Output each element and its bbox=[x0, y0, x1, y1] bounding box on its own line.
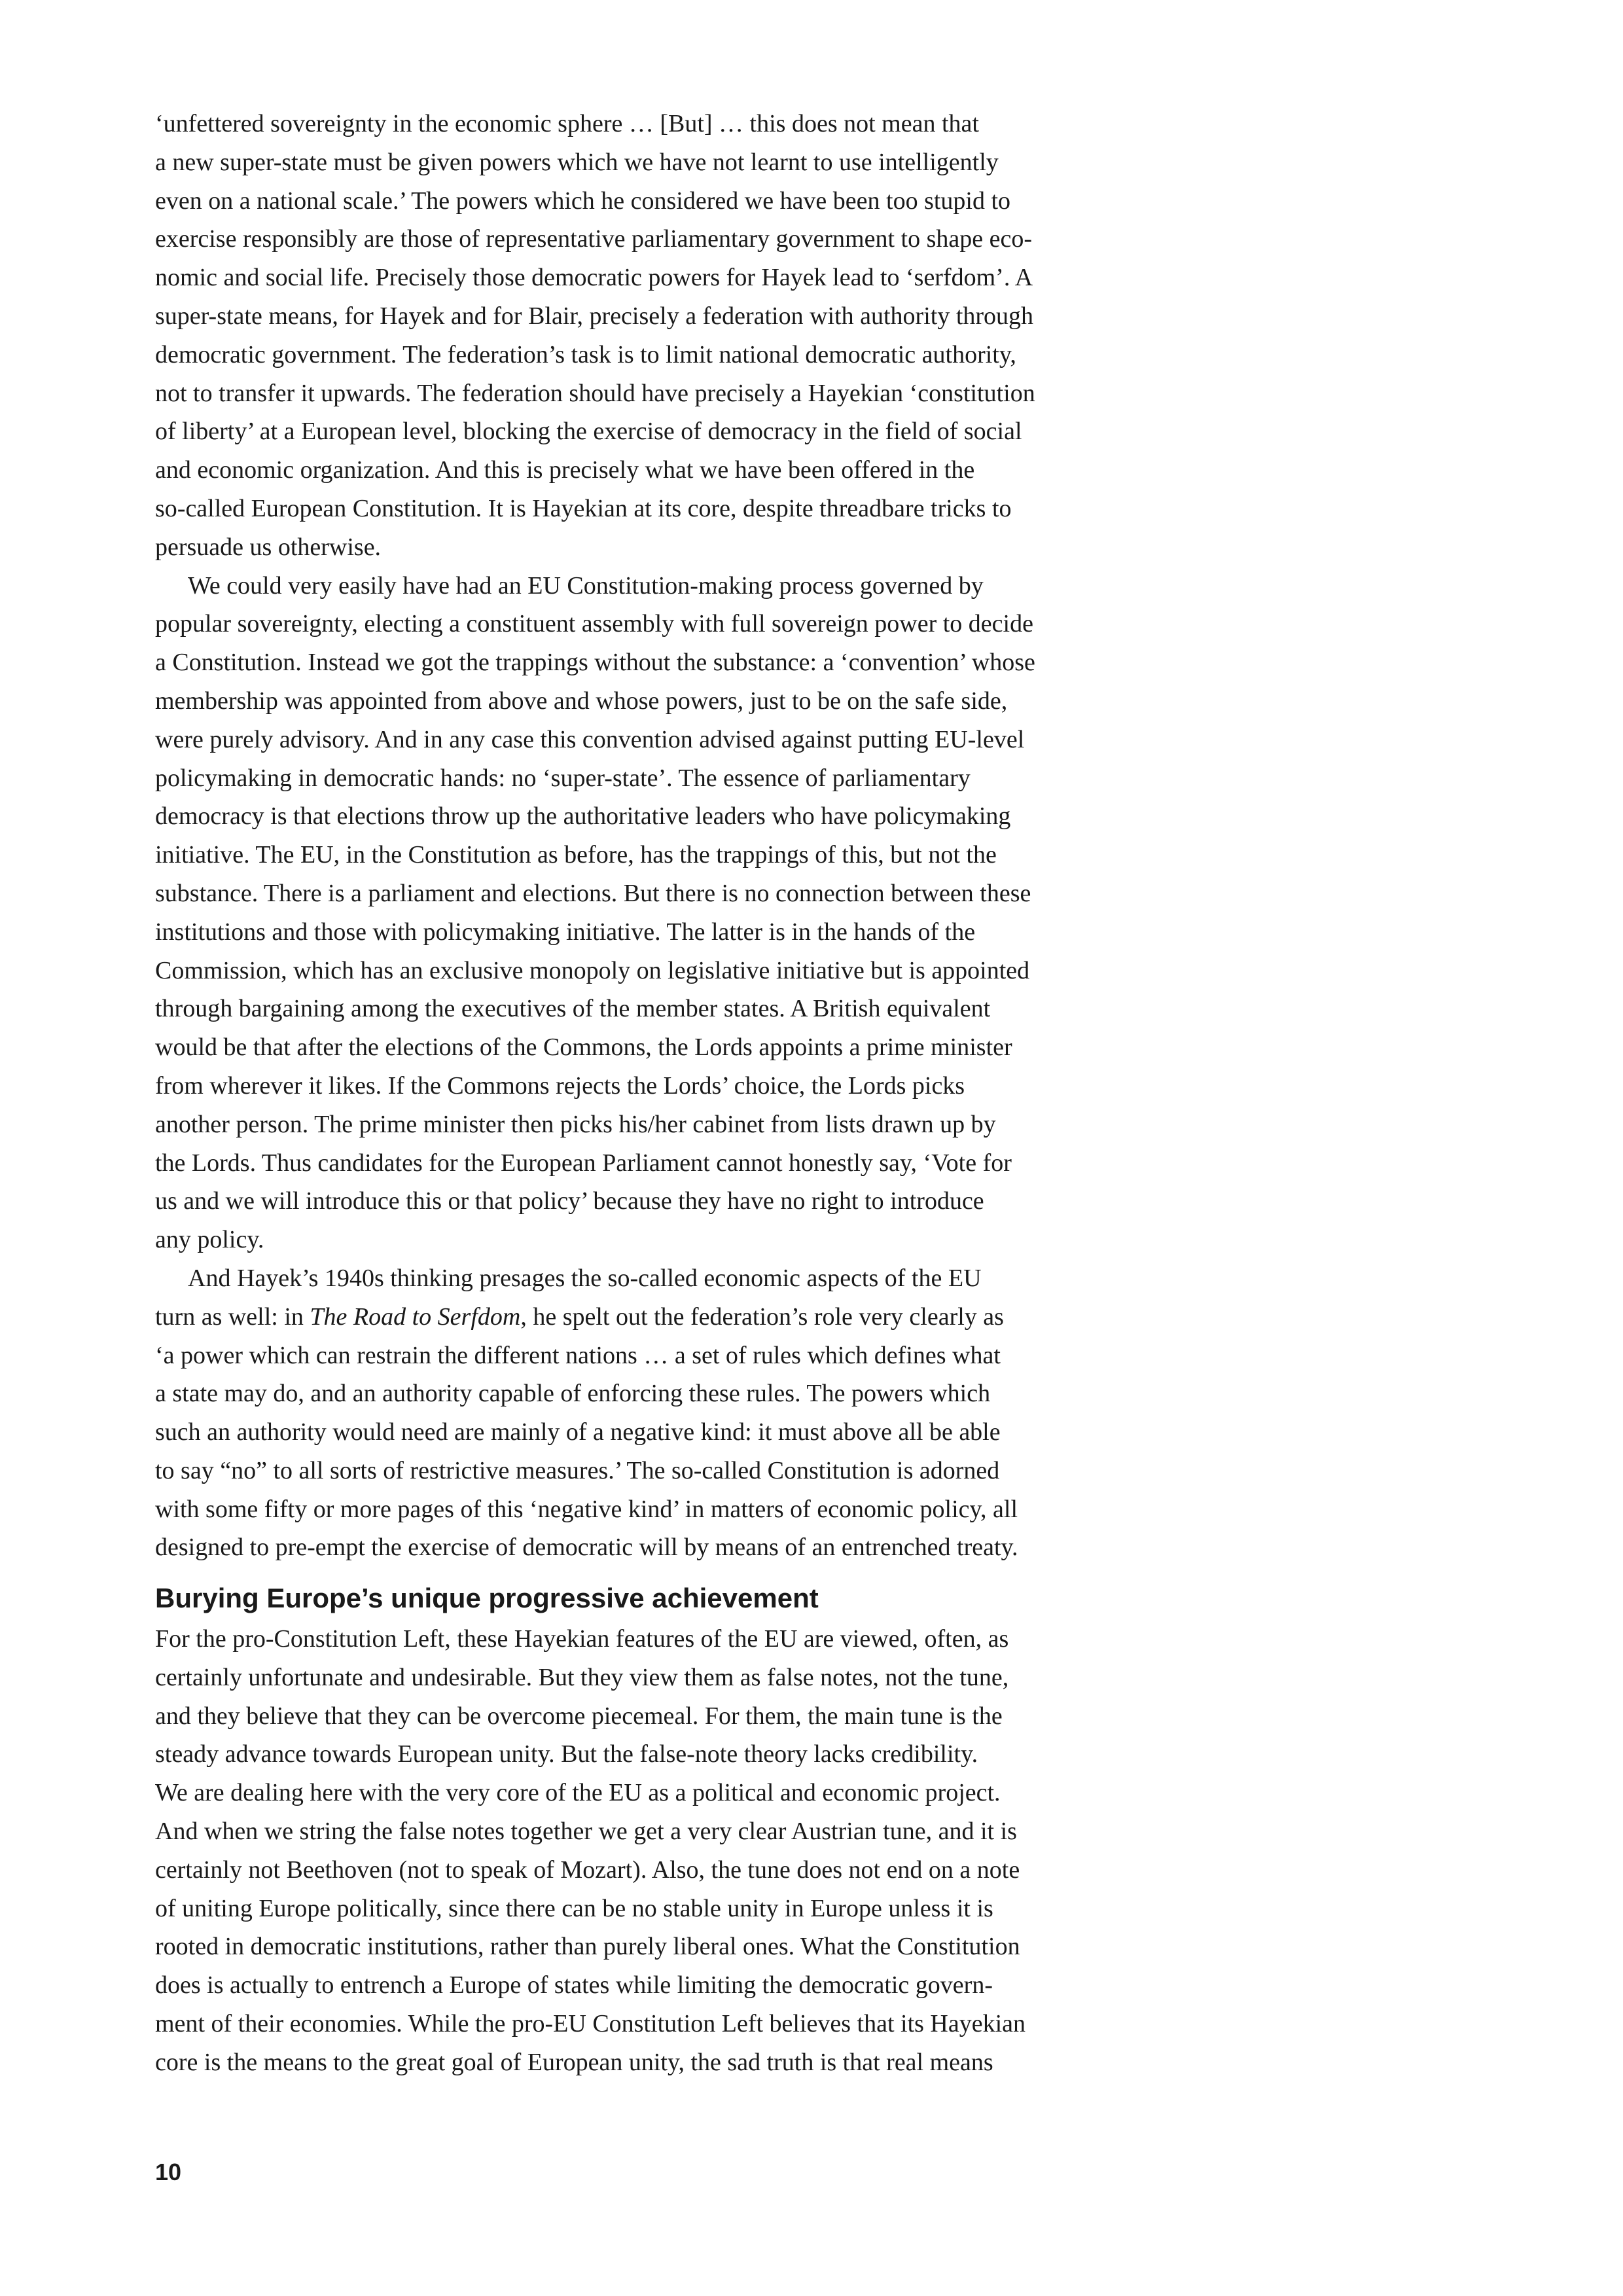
text-line: initiative. The EU, in the Constitution as before, has the trappings of this, but not the bbox=[155, 841, 997, 869]
text-line: a new super-state must be given powers which we have not learnt to use intelligently bbox=[155, 148, 999, 176]
paragraph-3 bbox=[155, 1259, 1217, 1567]
text-line: any policy. bbox=[155, 1226, 264, 1254]
paragraph-2 bbox=[155, 567, 1217, 1259]
text-line: persuade us otherwise. bbox=[155, 533, 382, 561]
text-line: such an authority would need are mainly of a negative kind: it must above all be able bbox=[155, 1418, 1001, 1446]
text-line: substance. There is a parliament and elections. But there is no connection between these bbox=[155, 879, 1031, 907]
book-title: The Road to Serfdom bbox=[310, 1302, 521, 1331]
text-line: not to transfer it upwards. The federation should have precisely a Hayekian ‘constitution bbox=[155, 379, 1035, 407]
body-text bbox=[155, 105, 1217, 2082]
text-line: We could very easily have had an EU Constitution-making process governed by bbox=[188, 571, 984, 600]
text-line: And Hayek’s 1940s thinking presages the so-called economic aspects of the EU bbox=[188, 1264, 982, 1292]
text-line: steady advance towards European unity. But the false-note theory lacks credibility. bbox=[155, 1740, 978, 1768]
text-line: And when we string the false notes together we get a very clear Austrian tune, and it is bbox=[155, 1818, 1017, 1846]
text-line: ‘unfettered sovereignty in the economic sphere … [But] … this does not mean that bbox=[155, 110, 979, 137]
text-line: popular sovereignty, electing a constituent assembly with full sovereign power to decide bbox=[155, 610, 1033, 638]
text-line: Commission, which has an exclusive monopoly on legislative initiative but is appointed bbox=[155, 956, 1030, 984]
text-line: and they believe that they can be overcome piecemeal. For them, the main tune is the bbox=[155, 1702, 1003, 1730]
text-line: We are dealing here with the very core of the EU as a political and economic project. bbox=[155, 1779, 1001, 1807]
text-line: core is the means to the great goal of European unity, the sad truth is that real means bbox=[155, 2048, 993, 2076]
text-line: exercise responsibly are those of representative parliamentary government to shape eco- bbox=[155, 225, 1033, 253]
text-line bbox=[155, 1298, 1217, 1336]
text-line: another person. The prime minister then picks his/her cabinet from lists drawn up by bbox=[155, 1110, 996, 1138]
text-line: does is actually to entrench a Europe of states while limiting the democratic govern- bbox=[155, 1971, 993, 2000]
text-fragment: , he spelt out the federation’s role very clearly as bbox=[520, 1302, 1004, 1331]
text-line: so-called European Constitution. It is Hayekian at its core, despite threadbare tricks to bbox=[155, 494, 1012, 522]
text-line: the Lords. Thus candidates for the European Parliament cannot honestly say, ‘Vote for bbox=[155, 1149, 1012, 1177]
text-line: certainly not Beethoven (not to speak of Mozart). Also, the tune does not end on a note bbox=[155, 1856, 1020, 1884]
text-line: membership was appointed from above and whose powers, just to be on the safe side, bbox=[155, 687, 1008, 715]
text-line: from wherever it likes. If the Commons rejects the Lords’ choice, the Lords picks bbox=[155, 1071, 965, 1100]
text-line: super-state means, for Hayek and for Blair, precisely a federation with authority through bbox=[155, 302, 1034, 330]
text-line: democracy is that elections throw up the authoritative leaders who have policymaking bbox=[155, 802, 1011, 831]
text-line: For the pro-Constitution Left, these Hayekian features of the EU are viewed, often, as bbox=[155, 1625, 1009, 1653]
text-line: ment of their economies. While the pro-EU Constitution Left believes that its Hayekian bbox=[155, 2010, 1026, 2038]
text-line: with some fifty or more pages of this ‘negative kind’ in matters of economic policy, all bbox=[155, 1495, 1018, 1523]
text-line: certainly unfortunate and undesirable. But they view them as false notes, not the tune, bbox=[155, 1663, 1009, 1691]
text-fragment: turn as well: in bbox=[155, 1302, 310, 1331]
page-number: 10 bbox=[155, 2159, 182, 2185]
text-line: even on a national scale.’ The powers which he considered we have been too stupid to bbox=[155, 187, 1011, 215]
text-line: and economic organization. And this is precisely what we have been offered in the bbox=[155, 456, 975, 484]
text-line: a state may do, and an authority capable of enforcing these rules. The powers which bbox=[155, 1380, 991, 1408]
section-paragraph bbox=[155, 1620, 1217, 2082]
text-line: through bargaining among the executives of the member states. A British equivalent bbox=[155, 995, 991, 1023]
text-line: us and we will introduce this or that policy’ because they have no right to introduce bbox=[155, 1187, 984, 1215]
text-line: democratic government. The federation’s task is to limit national democratic authority, bbox=[155, 340, 1016, 368]
text-line: were purely advisory. And in any case this convention advised against putting EU-level bbox=[155, 725, 1025, 753]
paragraph-1 bbox=[155, 105, 1217, 567]
text-line: to say “no” to all sorts of restrictive measures.’ The so-called Constitution is adorned bbox=[155, 1456, 1000, 1484]
text-line: policymaking in democratic hands: no ‘super-state’. The essence of parliamentary bbox=[155, 764, 971, 792]
text-line: ‘a power which can restrain the different nations … a set of rules which defines what bbox=[155, 1341, 1001, 1369]
text-line: a Constitution. Instead we got the trappings without the substance: a ‘convention’ whose bbox=[155, 649, 1035, 677]
text-line: rooted in democratic institutions, rather than purely liberal ones. What the Constitution bbox=[155, 1933, 1020, 1961]
text-line: designed to pre-empt the exercise of democratic will by means of an entrenched treaty. bbox=[155, 1534, 1018, 1562]
text-line: would be that after the elections of the Commons, the Lords appoints a prime minister bbox=[155, 1033, 1012, 1062]
text-line: institutions and those with policymaking initiative. The latter is in the hands of the bbox=[155, 918, 976, 946]
text-line: of uniting Europe politically, since there can be no stable unity in Europe unless it is bbox=[155, 1894, 993, 1922]
text-line: nomic and social life. Precisely those democratic powers for Hayek lead to ‘serfdom’. A bbox=[155, 264, 1033, 292]
text-line: of liberty’ at a European level, blocking the exercise of democracy in the field of social bbox=[155, 418, 1022, 446]
section-heading: Burying Europe’s unique progressive achievement bbox=[155, 1583, 819, 1614]
